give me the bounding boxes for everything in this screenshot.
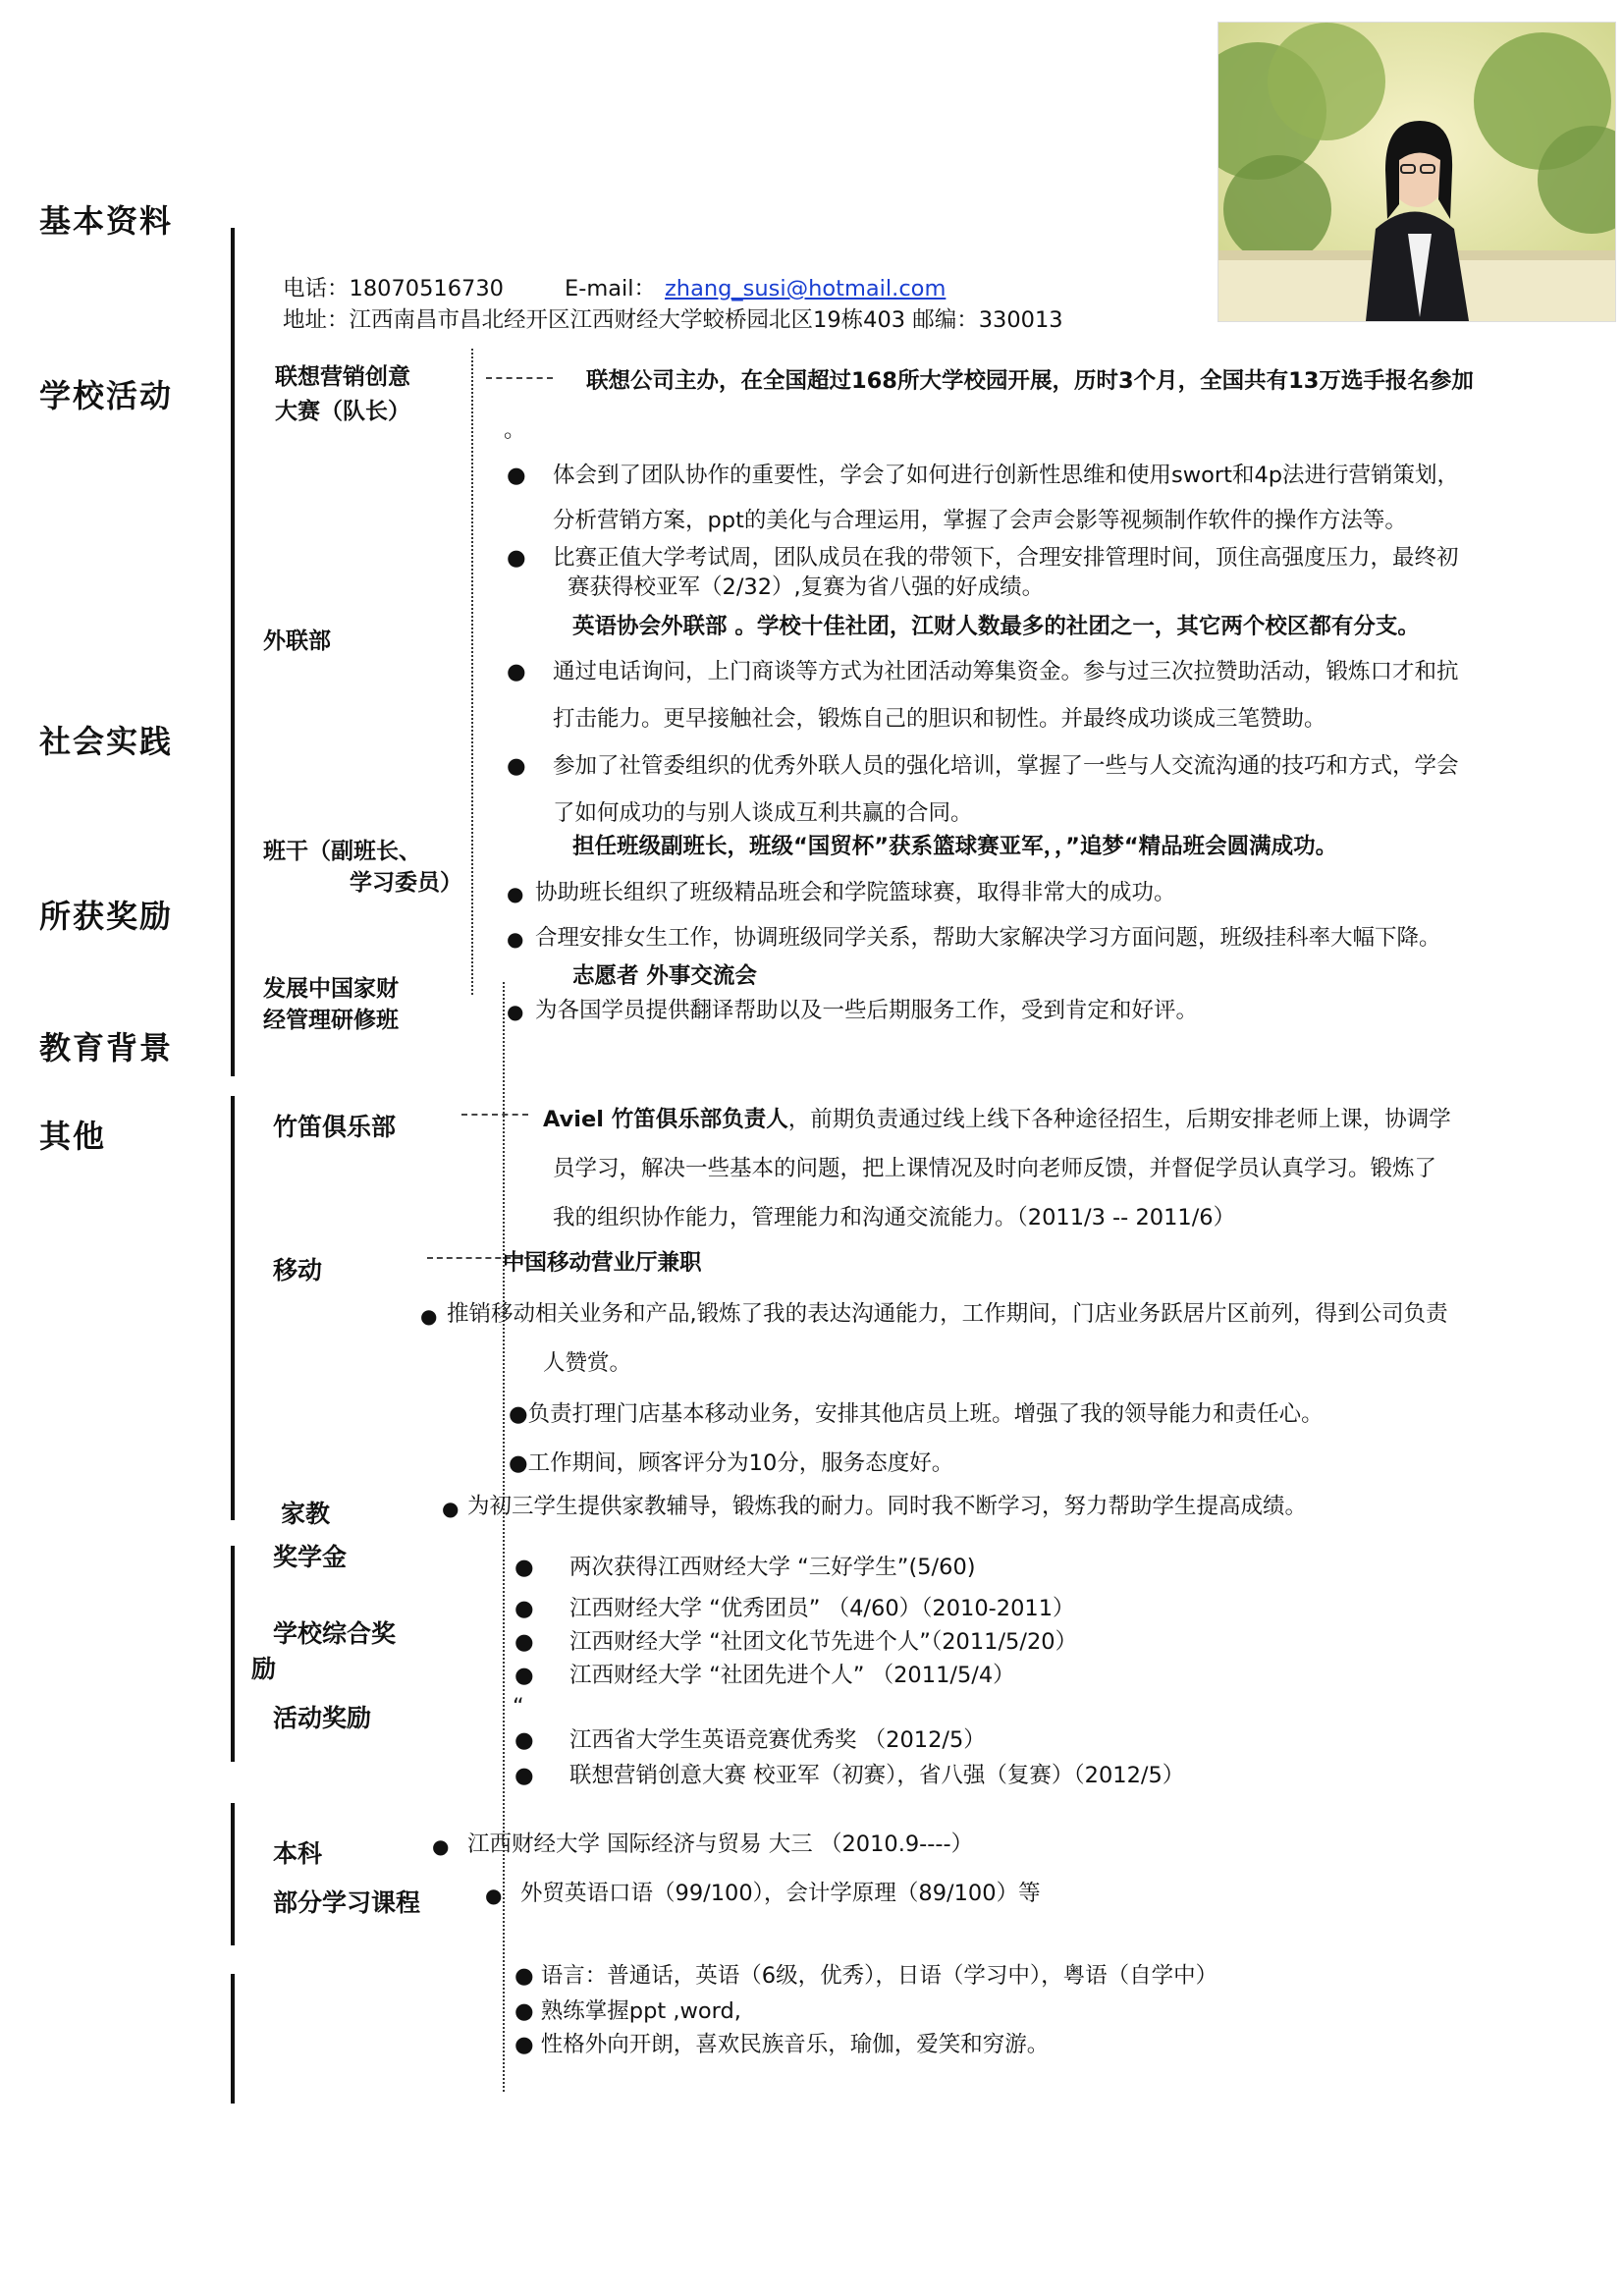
bullet-icon: ● xyxy=(514,1727,534,1753)
other-item: ● 熟练掌握ppt ,word, xyxy=(514,1998,741,2024)
lenovo-heading: 联想公司主办，在全国超过168所大学校园开展，历时3个月，全国共有13万选手报名参加 xyxy=(586,368,1474,394)
lenovo-title: 联想营销创意 xyxy=(275,364,410,390)
seminar-heading: 志愿者 外事交流会 xyxy=(572,963,757,989)
tutor-title: 家教 xyxy=(281,1500,331,1528)
flute-line-1: ，前期负责通过线上线下各种途径招生，后期安排老师上课，协调学 xyxy=(787,1107,1451,1132)
bullet-icon: ● xyxy=(507,545,526,571)
mobile-bullet-2: ●负责打理门店基本移动业务，安排其他店员上班。增强了我的领导能力和责任心。 xyxy=(509,1401,1324,1427)
external-heading: 英语协会外联部 。学校十佳社团，江财人数最多的社团之一，其它两个校区都有分支。 xyxy=(572,614,1420,639)
quote-mark: “ xyxy=(513,1694,524,1720)
seminar-bullet-1: 为各国学员提供翻译帮助以及一些后期服务工作，受到肯定和好评。 xyxy=(535,998,1199,1023)
external-bullet-2-cont: 了如何成功的与别人谈成互利共赢的合同。 xyxy=(553,800,973,826)
profile-photo-image xyxy=(1218,23,1615,321)
flute-club-title: 竹笛俱乐部 xyxy=(273,1113,397,1141)
award-item: 江西财经大学 “社团文化节先进个人”（2011/5/20） xyxy=(569,1629,1078,1655)
other-item: ● 性格外向开朗，喜欢民族音乐，瑜伽，爱笑和穷游。 xyxy=(514,2032,1050,2057)
lenovo-title-2: 大赛（队长） xyxy=(275,399,410,424)
mobile-title: 移动 xyxy=(273,1256,323,1285)
bullet-icon: ● xyxy=(442,1497,460,1520)
contact-email-label: E-mail： xyxy=(565,276,657,301)
courses-text: 外贸英语口语（99/100），会计学原理（89/100）等 xyxy=(520,1881,1041,1906)
timeline-dotted-line-1 xyxy=(471,349,473,995)
flute-line-3: 我的组织协作能力，管理能力和沟通交流能力。（2011/3 -- 2011/6） xyxy=(553,1205,1236,1230)
divider-bar-education xyxy=(231,1803,235,1945)
mobile-bullet-1: 推销移动相关业务和产品,锻炼了我的表达沟通能力，工作期间，门店业务跃居片区前列，得到公司负责 xyxy=(447,1301,1448,1327)
bullet-icon: ● xyxy=(507,927,524,951)
bullet-icon: ● xyxy=(514,1763,534,1788)
mobile-heading: 中国移动营业厅兼职 xyxy=(503,1250,702,1276)
class-cadre-title: 班干（副班长、 xyxy=(263,839,421,864)
class-cadre-bullet-1: 协助班长组织了班级精品班会和学院篮球赛，取得非常大的成功。 xyxy=(535,880,1176,905)
divider-bar-practice xyxy=(231,1096,235,1520)
bullet-icon: ● xyxy=(507,659,526,684)
section-social-practice: 社会实践 xyxy=(39,723,174,760)
bullet-icon: ● xyxy=(432,1834,450,1858)
section-awards: 所获奖励 xyxy=(39,898,174,935)
bullet-icon: ● xyxy=(507,463,526,488)
flute-heading: Aviel 竹笛俱乐部负责人 xyxy=(543,1107,788,1132)
degree-text: 江西财经大学 国际经济与贸易 大三 （2010.9----） xyxy=(467,1831,974,1857)
divider-bar-awards xyxy=(231,1546,235,1762)
class-cadre-title-2: 学习委员） xyxy=(350,870,462,896)
divider-bar-top xyxy=(231,228,235,1076)
award-item: 江西财经大学 “优秀团员” （4/60）（2010-2011） xyxy=(569,1596,1075,1621)
lenovo-heading-tail: 。 xyxy=(504,417,526,443)
bullet-icon: ● xyxy=(514,1629,534,1655)
other-item: ● 语言：普通话，英语（6级，优秀），日语（学习中），粤语（自学中） xyxy=(514,1963,1218,1989)
lenovo-bullet-2-cont: 赛获得校亚军（2/32）,复赛为省八强的好成绩。 xyxy=(568,574,1045,600)
lenovo-bullet-1: 体会到了团队协作的重要性，学会了如何进行创新性思维和使用swort和4p法进行营销策划， xyxy=(553,463,1460,488)
bullet-icon: ● xyxy=(420,1304,438,1328)
overall-award-title-2: 励 xyxy=(251,1655,277,1683)
bullet-icon: ● xyxy=(507,882,524,905)
award-item: 两次获得江西财经大学 “三好学生”(5/60) xyxy=(569,1555,976,1580)
bullet-icon: ● xyxy=(514,1663,534,1688)
overall-award-title: 学校综合奖 xyxy=(273,1619,397,1648)
connector-dash xyxy=(461,1114,528,1116)
courses-title: 部分学习课程 xyxy=(273,1888,421,1917)
bullet-icon: ● xyxy=(514,1555,534,1580)
divider-bar-other xyxy=(231,1974,235,2104)
connector-dash xyxy=(486,377,553,379)
contact-address: 地址：江西南昌市昌北经开区江西财经大学蛟桥园北区19栋403 邮编：330013 xyxy=(283,307,1063,333)
mobile-bullet-1-cont: 人赞赏。 xyxy=(543,1350,632,1376)
award-item: 联想营销创意大赛 校亚军（初赛），省八强（复赛）（2012/5） xyxy=(569,1763,1185,1788)
bullet-icon: ● xyxy=(507,1000,524,1023)
bullet-icon: ● xyxy=(485,1884,503,1907)
mobile-bullet-3: ●工作期间，顾客评分为10分，服务态度好。 xyxy=(509,1450,954,1476)
tutor-bullet-1: 为初三学生提供家教辅导，锻炼我的耐力。同时我不断学习，努力帮助学生提高成绩。 xyxy=(467,1494,1308,1519)
external-bullet-1: 通过电话询问，上门商谈等方式为社团活动筹集资金。参与过三次拉赞助活动，锻炼口才和抗 xyxy=(553,659,1459,684)
degree-title: 本科 xyxy=(273,1839,323,1868)
award-item: 江西财经大学 “社团先进个人” （2011/5/4） xyxy=(569,1663,1015,1688)
contact-phone: 电话：18070516730 xyxy=(283,276,504,301)
section-other: 其他 xyxy=(39,1118,107,1155)
lenovo-bullet-1-cont: 分析营销方案，ppt的美化与合理运用，掌握了会声会影等视频制作软件的操作方法等。 xyxy=(553,508,1407,533)
lenovo-bullet-2: 比赛正值大学考试周，团队成员在我的带领下，合理安排管理时间，顶住高强度压力，最终初 xyxy=(553,545,1459,571)
contact-email-link[interactable]: zhang_susi@hotmail.com xyxy=(665,276,947,301)
profile-photo xyxy=(1217,22,1616,322)
external-title: 外联部 xyxy=(263,629,331,654)
seminar-title-2: 经管理研修班 xyxy=(263,1008,399,1033)
scholarship-title: 奖学金 xyxy=(273,1543,348,1571)
external-bullet-1-cont: 打击能力。更早接触社会，锻炼自己的胆识和韧性。并最终成功谈成三笔赞助。 xyxy=(553,706,1326,732)
section-school-activities: 学校活动 xyxy=(39,377,174,414)
award-item: 江西省大学生英语竞赛优秀奖 （2012/5） xyxy=(569,1727,986,1753)
class-cadre-heading: 担任班级副班长，班级“国贸杯”获系篮球赛亚军，，”追梦“精品班会圆满成功。 xyxy=(572,834,1338,859)
bullet-icon: ● xyxy=(507,753,526,779)
seminar-title: 发展中国家财 xyxy=(263,976,399,1002)
section-education: 教育背景 xyxy=(39,1029,174,1066)
activity-award-title: 活动奖励 xyxy=(273,1704,372,1732)
timeline-dotted-line-2 xyxy=(503,982,505,2092)
class-cadre-bullet-2: 合理安排女生工作，协调班级同学关系，帮助大家解决学习方面问题，班级挂科率大幅下降。 xyxy=(535,925,1441,951)
section-basic-info: 基本资料 xyxy=(39,202,174,240)
external-bullet-2: 参加了社管委组织的优秀外联人员的强化培训，掌握了一些与人交流沟通的技巧和方式，学会 xyxy=(553,753,1459,779)
flute-line-2: 员学习，解决一些基本的问题，把上课情况及时向老师反馈，并督促学员认真学习。锻炼了 xyxy=(553,1156,1437,1181)
bullet-icon: ● xyxy=(514,1596,534,1621)
